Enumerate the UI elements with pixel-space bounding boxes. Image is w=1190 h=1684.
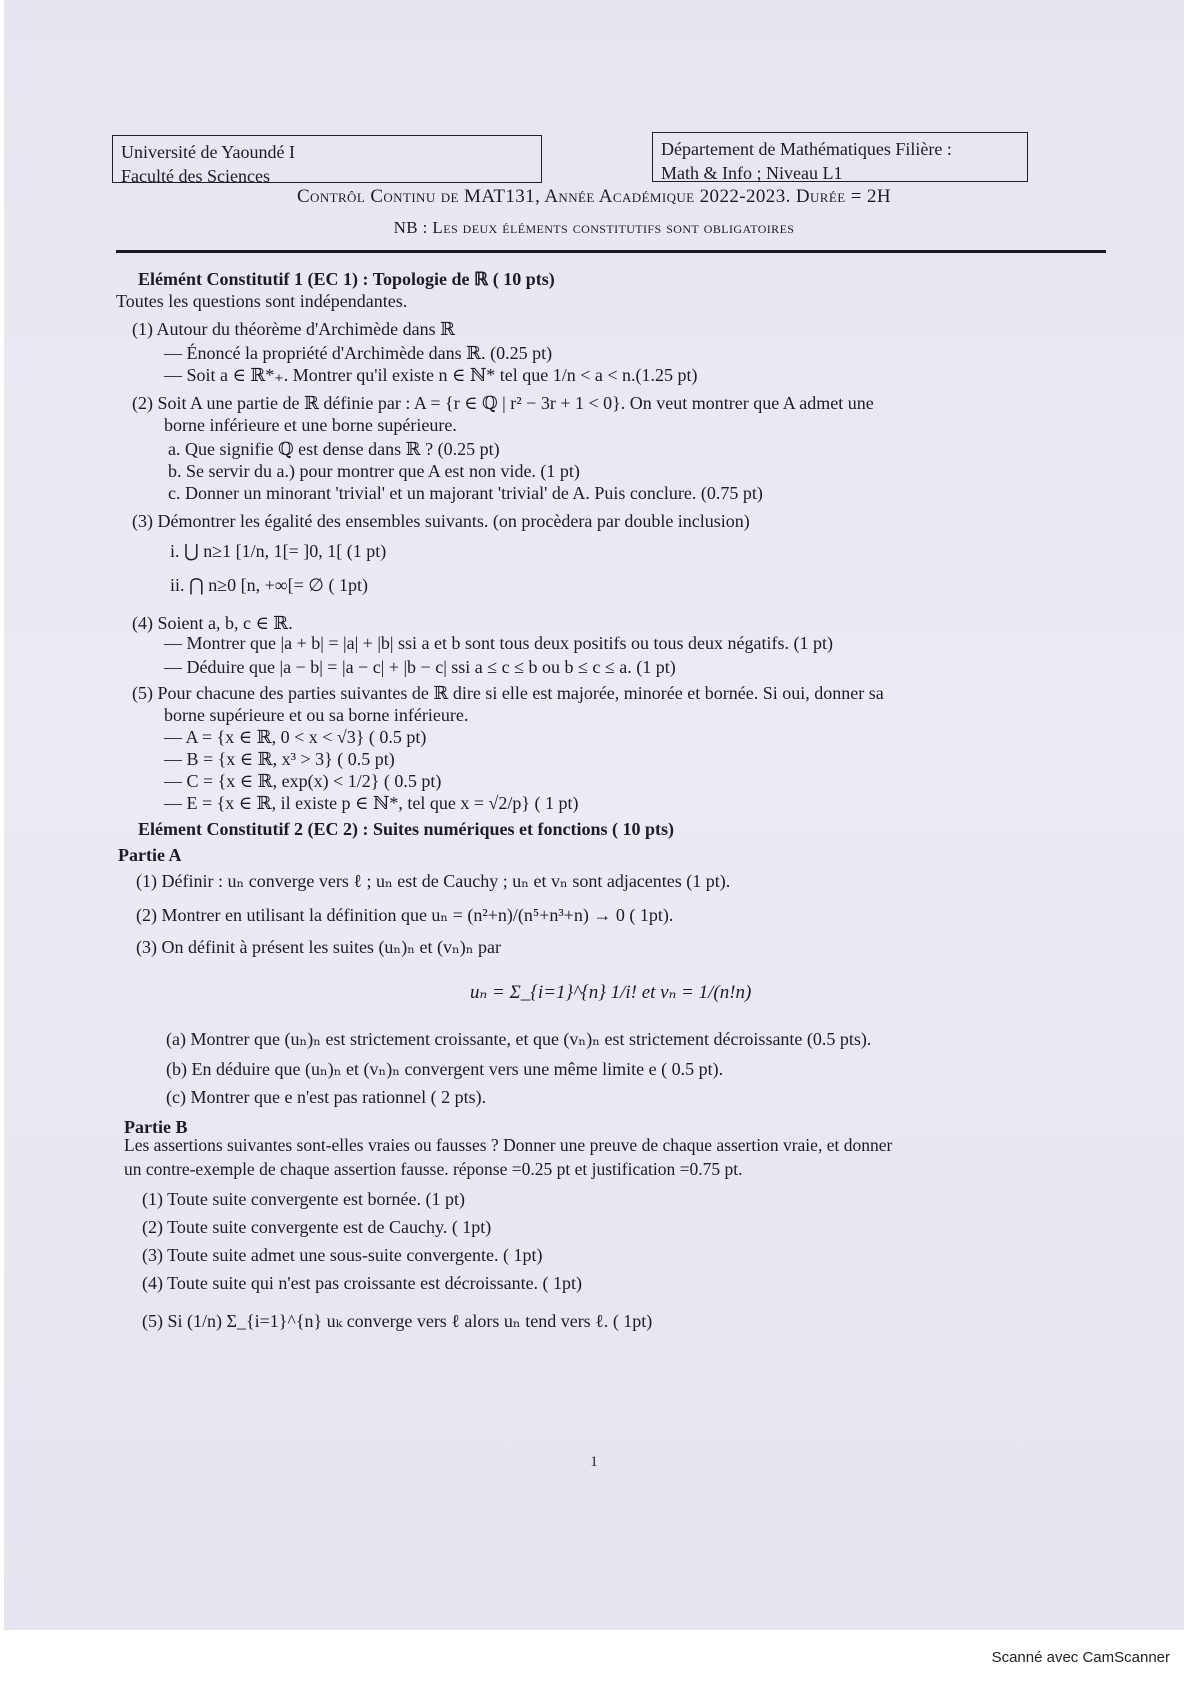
ec2-heading: Elément Constitutif 2 (EC 2) : Suites numériques et fonctions ( 10 pts)	[138, 819, 674, 839]
ec1-line: c. Donner un minorant 'trivial' et un majorant 'trivial' de A. Puis conclure. (0.75 pt)	[168, 483, 763, 503]
part-b-title: Partie B	[124, 1117, 188, 1137]
part-b-line: (3) Toute suite admet une sous-suite convergente. ( 1pt)	[142, 1245, 543, 1265]
part-b-line: Les assertions suivantes sont-elles vraies ou fausses ? Donner une preuve de chaque assertion vraie, et donner	[124, 1135, 893, 1155]
ec1-line: i. ⋃ n≥1 [1/n, 1[= ]0, 1[ (1 pt)	[170, 541, 387, 561]
ec1-line: — Montrer que |a + b| = |a| + |b| ssi a et b sont tous deux positifs ou tous deux négatifs. (1 pt)	[164, 633, 833, 653]
university-name: Université de Yaoundé I	[121, 142, 295, 162]
ec1-line: (4) Soient a, b, c ∈ ℝ.	[132, 613, 293, 633]
ec1-line: (3) Démontrer les égalité des ensembles suivants. (on procèdera par double inclusion)	[132, 511, 750, 531]
ec1-line: b. Se servir du a.) pour montrer que A est non vide. (1 pt)	[168, 461, 580, 481]
ec1-line: a. Que signifie ℚ est dense dans ℝ ? (0.25 pt)	[168, 439, 500, 459]
part-a-line: (2) Montrer en utilisant la définition que uₙ = (n²+n)/(n⁵+n³+n) → 0 ( 1pt).	[136, 905, 674, 925]
level-info: Math & Info ; Niveau L1	[661, 163, 843, 183]
ec1-line: — Soit a ∈ ℝ*₊. Montrer qu'il existe n ∈ ℕ* tel que 1/n < a < n.(1.25 pt)	[164, 365, 698, 385]
ec1-line: borne supérieure et ou sa borne inférieure.	[164, 705, 469, 725]
ec1-line: — Énoncé la propriété d'Archimède dans ℝ. (0.25 pt)	[164, 343, 553, 363]
faculty-name: Faculté des Sciences	[121, 166, 270, 186]
part-a-line: (b) En déduire que (uₙ)ₙ et (vₙ)ₙ convergent vers une même limite e ( 0.5 pt).	[166, 1059, 724, 1079]
part-a-line: (3) On définit à présent les suites (uₙ)ₙ et (vₙ)ₙ par	[136, 937, 502, 957]
department-name: Département de Mathématiques Filière :	[661, 139, 952, 159]
ec1-line: — C = {x ∈ ℝ, exp(x) < 1/2} ( 0.5 pt)	[164, 771, 442, 791]
ec1-line: — A = {x ∈ ℝ, 0 < x < √3} ( 0.5 pt)	[164, 727, 427, 747]
ec1-line: (5) Pour chacune des parties suivantes de ℝ dire si elle est majorée, minorée et bornée. Si oui, donner sa	[132, 683, 884, 703]
exam-title: Contrôl Continu de MAT131, Année Académique 2022-2023. Durée = 2H	[296, 186, 891, 207]
part-b-line: (2) Toute suite convergente est de Cauchy. ( 1pt)	[142, 1217, 492, 1237]
part-a-line: (c) Montrer que e n'est pas rationnel ( 2 pts).	[166, 1087, 487, 1107]
ec1-line: — B = {x ∈ ℝ, x³ > 3} ( 0.5 pt)	[164, 749, 395, 769]
department-box	[652, 132, 1028, 182]
ec1-heading: Elémént Constitutif 1 (EC 1) : Topologie de ℝ ( 10 pts)	[138, 269, 555, 289]
part-a-title: Partie A	[118, 845, 182, 865]
university-box	[112, 135, 542, 186]
ec1-line: (2) Soit A une partie de ℝ définie par : A = {r ∈ ℚ | r² − 3r + 1 < 0}. On veut montrer que A admet une	[132, 393, 874, 413]
ec1-line: ii. ⋂ n≥0 [n, +∞[= ∅ ( 1pt)	[170, 575, 368, 595]
scanned-page	[4, 0, 1184, 1630]
part-a-line: (1) Définir : uₙ converge vers ℓ ; uₙ est de Cauchy ; uₙ et vₙ sont adjacentes (1 pt).	[136, 871, 731, 891]
ec1-intro: Toutes les questions sont indépendantes.	[116, 291, 408, 311]
header-rule	[116, 250, 1106, 253]
sequence-definition: uₙ = Σ_{i=1}^{n} 1/i! et vₙ = 1/(n!n)	[470, 982, 752, 1003]
ec1-line: (1) Autour du théorème d'Archimède dans ℝ	[132, 319, 456, 339]
part-a-line: (a) Montrer que (uₙ)ₙ est strictement croissante, et que (vₙ)ₙ est strictement décroissante (0.5 pts).	[166, 1029, 872, 1049]
page-number: 1	[590, 1454, 598, 1470]
ec1-line: — E = {x ∈ ℝ, il existe p ∈ ℕ*, tel que x = √2/p} ( 1 pt)	[164, 793, 579, 813]
part-b-line: (4) Toute suite qui n'est pas croissante est décroissante. ( 1pt)	[142, 1273, 583, 1293]
ec1-line: borne inférieure et une borne supérieure.	[164, 415, 457, 435]
nb-note: NB : Les deux éléments constitutifs sont obligatoires	[393, 218, 795, 237]
camscanner-footer: Scanné avec CamScanner	[991, 1649, 1170, 1666]
part-b-line: (1) Toute suite convergente est bornée. (1 pt)	[142, 1189, 465, 1209]
part-b-line: (5) Si (1/n) Σ_{i=1}^{n} uₖ converge vers ℓ alors uₙ tend vers ℓ. ( 1pt)	[142, 1311, 653, 1331]
part-b-line: un contre-exemple de chaque assertion fausse. réponse =0.25 pt et justification =0.75 pt.	[124, 1159, 743, 1179]
ec1-line: — Déduire que |a − b| = |a − c| + |b − c| ssi a ≤ c ≤ b ou b ≤ c ≤ a. (1 pt)	[164, 657, 676, 677]
